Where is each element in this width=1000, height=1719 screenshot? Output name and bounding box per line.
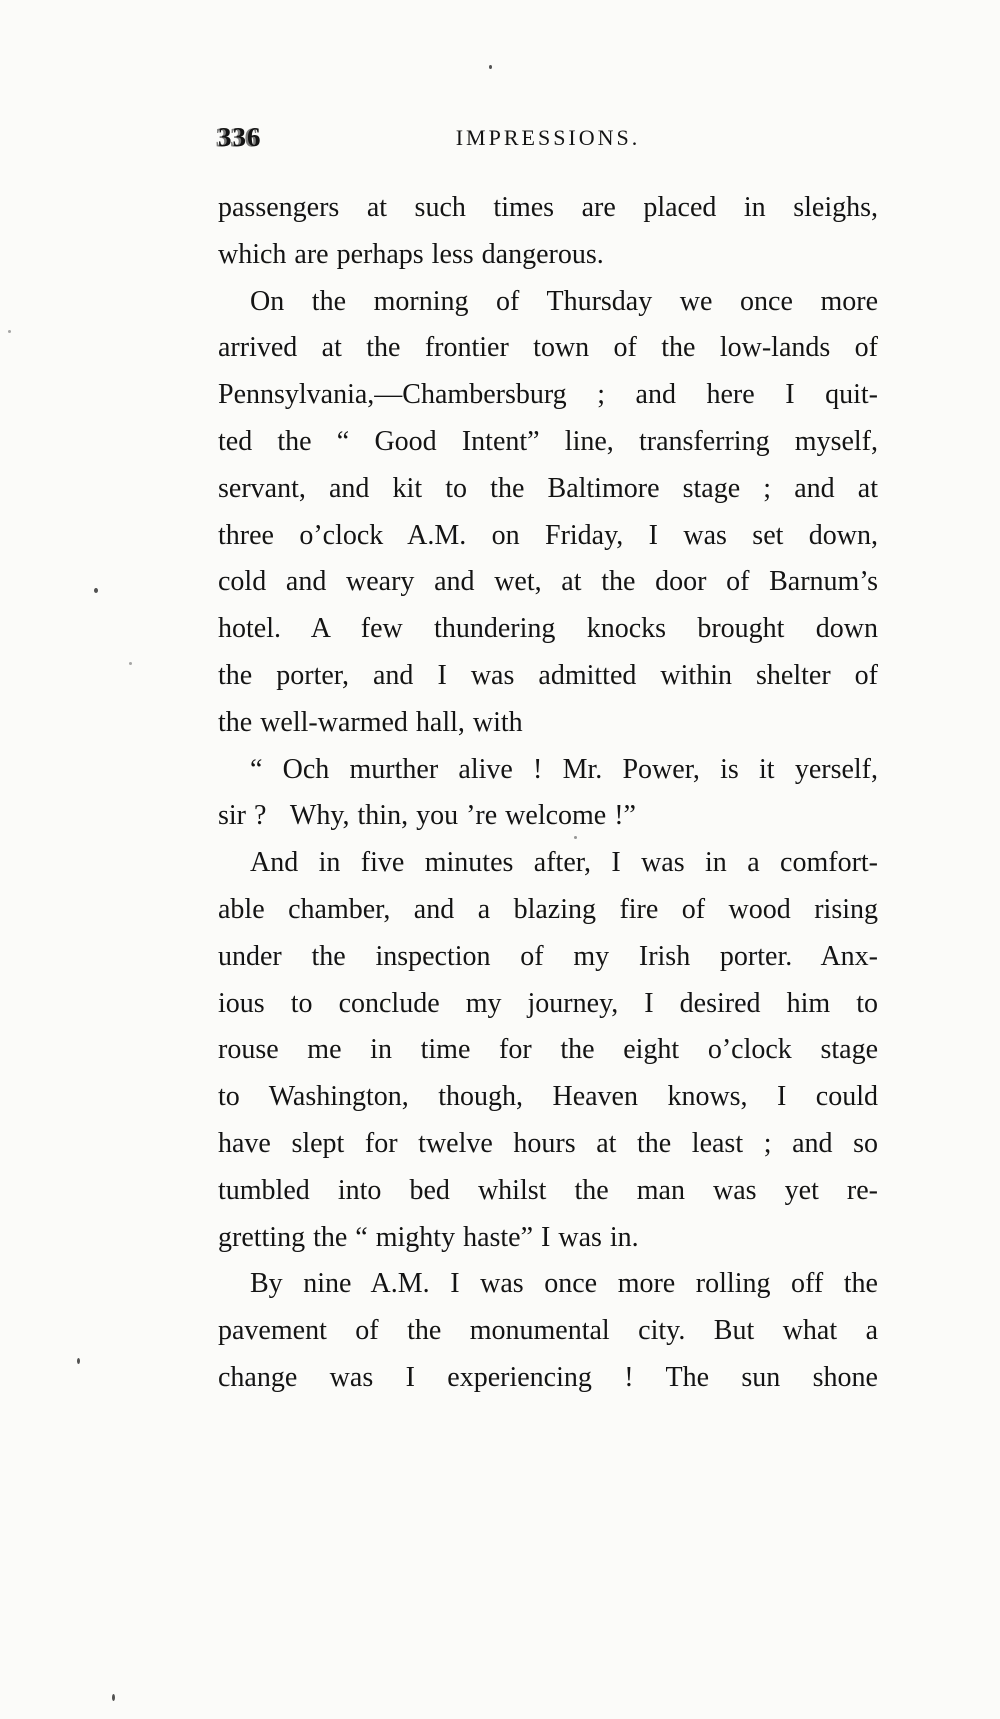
text-line: to Washington, though, Heaven knows, I could	[218, 1081, 878, 1113]
text-line: the porter, and I was admitted within shelter of	[218, 659, 878, 691]
scan-artifact	[574, 836, 577, 839]
scan-artifact	[112, 1694, 115, 1701]
text-line: three o’clock A.M. on Friday, I was set down,	[218, 519, 878, 551]
text-line: servant, and kit to the Baltimore stage ; and at	[218, 472, 878, 504]
scan-artifact	[77, 1358, 80, 1364]
text-line: sir ? Why, thin, you ’re welcome !”	[218, 800, 636, 832]
text-line: hotel. A few thundering knocks brought down	[218, 613, 878, 645]
text-line: rouse me in time for the eight o’clock stage	[218, 1034, 878, 1066]
text-line: On the morning of Thursday we once more	[250, 285, 878, 317]
text-line: Pennsylvania,—Chambersburg ; and here I quit-	[218, 379, 878, 411]
scan-artifact	[94, 588, 98, 593]
text-line: By nine A.M. I was once more rolling off the	[250, 1268, 878, 1300]
text-line: pavement of the monumental city. But what a	[218, 1315, 878, 1347]
text-line: arrived at the frontier town of the low-lands of	[218, 332, 878, 364]
text-line: “ Och murther alive ! Mr. Power, is it yerself,	[250, 753, 878, 785]
running-title: IMPRESSIONS.	[455, 125, 641, 150]
text-line: And in five minutes after, I was in a comfort-	[250, 847, 878, 879]
text-line: cold and weary and wet, at the door of Barnum’s	[218, 566, 878, 598]
text-line: the well-warmed hall, with	[218, 706, 523, 738]
text-line: ious to conclude my journey, I desired him to	[218, 987, 878, 1019]
text-line: under the inspection of my Irish porter. Anx-	[218, 940, 878, 972]
text-line: passengers at such times are placed in sleighs,	[218, 192, 878, 223]
text-line: tumbled into bed whilst the man was yet re-	[218, 1174, 878, 1206]
scan-artifact	[129, 662, 132, 665]
text-line: able chamber, and a blazing fire of wood rising	[218, 893, 878, 925]
page-number: 336	[218, 122, 262, 152]
scan-artifact	[8, 330, 11, 333]
text-line: ted the “ Good Intent” line, transferring myself,	[218, 425, 878, 457]
scan-artifact	[489, 65, 492, 69]
page-header	[218, 122, 878, 156]
text-line: gretting the “ mighty haste” I was in.	[218, 1221, 639, 1253]
text-line: have slept for twelve hours at the least ; and so	[218, 1127, 878, 1159]
text-line: which are perhaps less dangerous.	[218, 238, 604, 270]
body-text	[218, 185, 878, 1402]
text-line: change was I experiencing ! The sun shone	[218, 1361, 878, 1393]
